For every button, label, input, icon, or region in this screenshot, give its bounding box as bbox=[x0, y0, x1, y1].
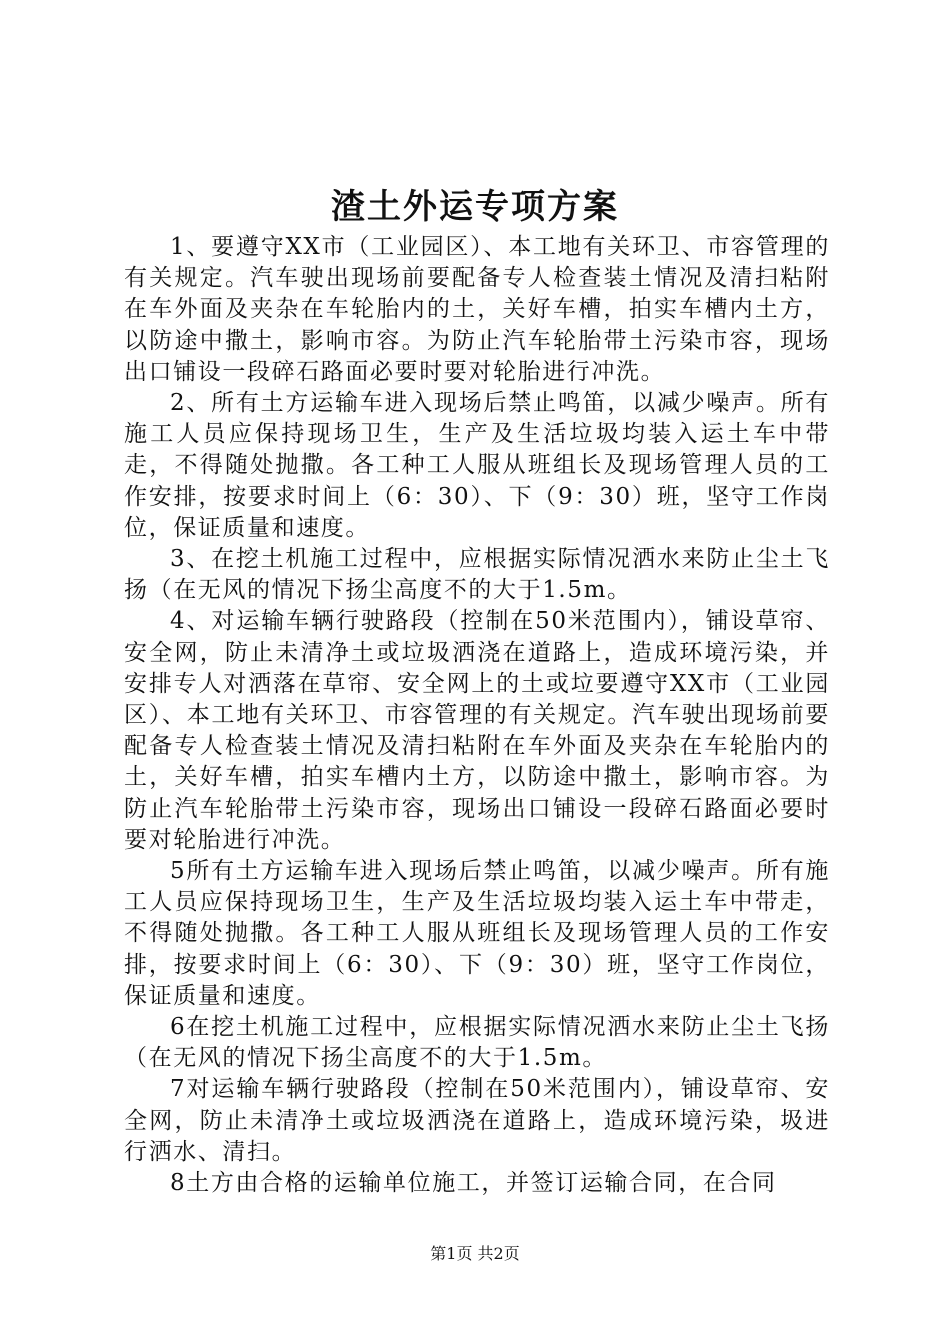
paragraph-4: 4、对运输车辆行驶路段（控制在50米范围内），铺设草帘、安全网，防止未清净土或垃圾洒浇在道路上，造成环境污染，并安排专人对洒落在草帘、安全网上的土或垃要遵守XX市（工业园区）、本工地有关环卫、市容管理的有关规定。汽车驶出现场前要配备专人检查装土情况及清扫粘附在车外面及夹杂在车轮胎内的土，关好车槽，拍实车槽内土方，以防途中撒土，影响市容。为防止汽车轮胎带土污染市容，现场出口铺设一段碎石路面必要时要对轮胎进行冲洗。 bbox=[124, 608, 830, 853]
paragraph-5: 5所有土方运输车进入现场后禁止鸣笛，以减少噪声。所有施工人员应保持现场卫生，生产及生活垃圾均装入运土车中带走，不得随处抛撒。各工种工人服从班组长及现场管理人员的工作安排，按要求时间上（6：30）、下（9：30）班，坚守工作岗位，保证质量和速度。 bbox=[124, 858, 830, 1009]
paragraph-8: 8土方由合格的运输单位施工，并签订运输合同，在合同 bbox=[170, 1170, 777, 1197]
page-footer: 第1页 共2页 bbox=[430, 1244, 520, 1263]
paragraph-6: 6在挖土机施工过程中，应根据实际情况洒水来防止尘土飞扬（在无风的情况下扬尘高度不的大于1.5m。 bbox=[124, 1014, 830, 1072]
paragraph-2: 2、所有土方运输车进入现场后禁止鸣笛，以减少噪声。所有施工人员应保持现场卫生，生产及生活垃圾均装入运土车中带走，不得随处抛撒。各工种工人服从班组长及现场管理人员的工作安排，按要求时间上（6：30）、下（9：30）班，坚守工作岗位，保证质量和速度。 bbox=[124, 390, 830, 541]
paragraph-3: 3、在挖土机施工过程中，应根据实际情况洒水来防止尘土飞扬（在无风的情况下扬尘高度不的大于1.5m。 bbox=[124, 546, 830, 604]
paragraph-1: 1、要遵守XX市（工业园区）、本工地有关环卫、市容管理的有关规定。汽车驶出现场前要配备专人检查装土情况及清扫粘附在车外面及夹杂在车轮胎内的土，关好车槽，拍实车槽内土方，以防途中撒土，影响市容。为防止汽车轮胎带土污染市容，现场出口铺设一段碎石路面必要时要对轮胎进行冲洗。 bbox=[124, 234, 830, 385]
document-title: 渣土外运专项方案 bbox=[331, 187, 619, 227]
document-body bbox=[124, 232, 830, 1199]
paragraph-7: 7对运输车辆行驶路段（控制在50米范围内），铺设草帘、安全网，防止未清净土或垃圾洒浇在道路上，造成环境污染，圾进行洒水、清扫。 bbox=[124, 1076, 830, 1165]
